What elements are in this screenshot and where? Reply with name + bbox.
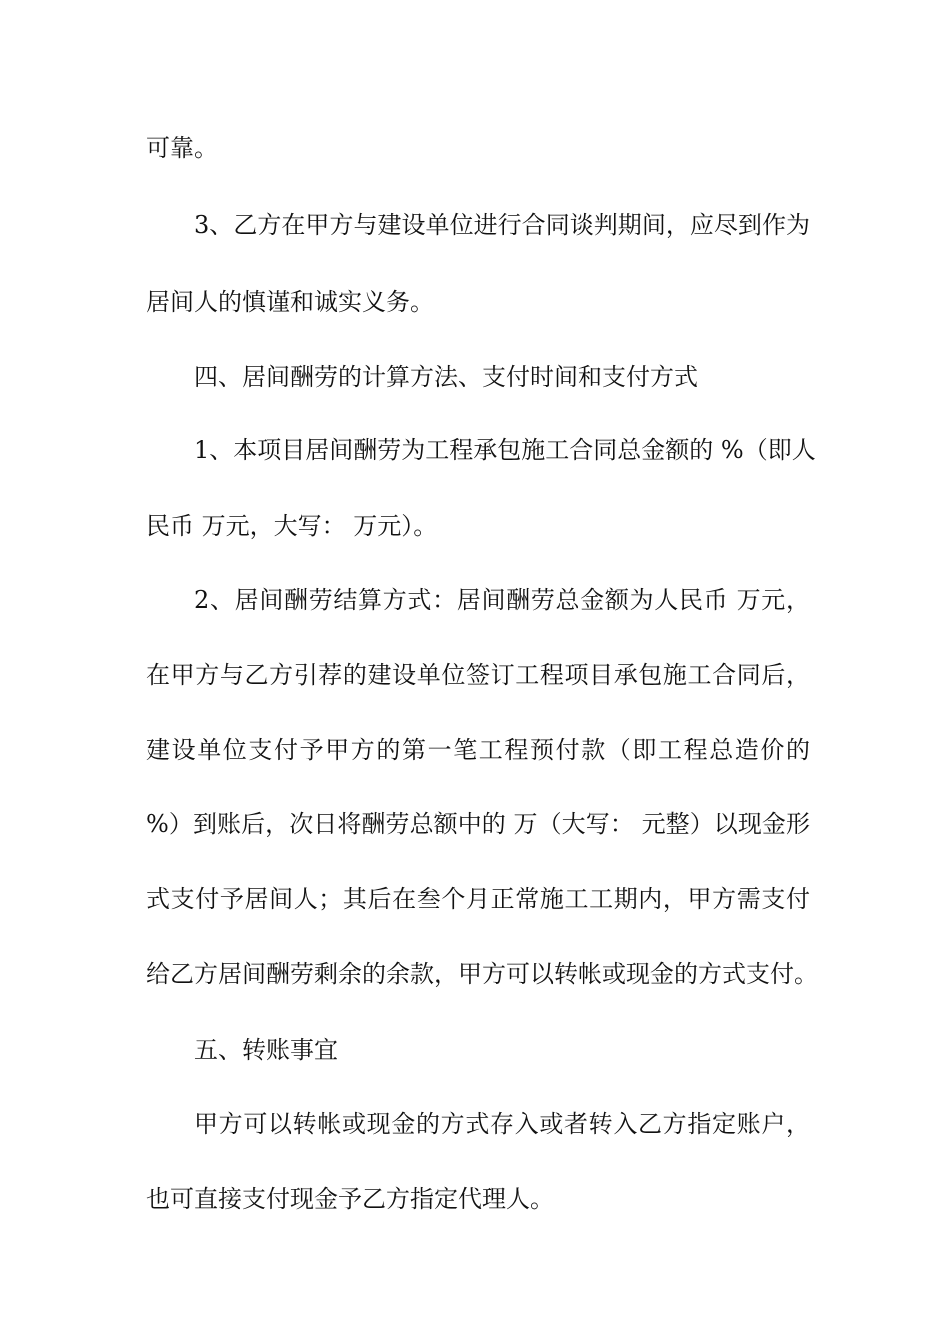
clause-4-1-line-1: 1、本项目居间酬劳为工程承包施工合同总金额的 %（即人 [194,436,816,464]
section-4-heading: 四、居间酬劳的计算方法、支付时间和支付方式 [194,363,698,391]
clause-3-line-1: 3、乙方在甲方与建设单位进行合同谈判期间，应尽到作为 [194,211,810,239]
clause-4-2-line-3: 建设单位支付予甲方的第一笔工程预付款（即工程总造价的 [146,736,810,764]
text-line-continuation: 可靠。 [146,134,218,162]
section-5-heading: 五、转账事宜 [194,1036,338,1064]
clause-4-1-line-2: 民币 万元，大写： 万元）。 [146,512,438,540]
clause-4-2-line-5: 式支付予居间人；其后在叁个月正常施工工期内，甲方需支付 [146,885,810,913]
section-5-line-1: 甲方可以转帐或现金的方式存入或者转入乙方指定账户， [194,1110,810,1138]
clause-4-2-line-4: %）到账后，次日将酬劳总额中的 万（大写： 元整）以现金形 [146,810,810,838]
clause-4-2-line-1: 2、居间酬劳结算方式：居间酬劳总金额为人民币 万元， [194,586,810,614]
clause-4-2-line-2: 在甲方与乙方引荐的建设单位签订工程项目承包施工合同后， [146,661,810,689]
clause-4-2-line-6: 给乙方居间酬劳剩余的余款，甲方可以转帐或现金的方式支付。 [146,960,818,988]
clause-3-line-2: 居间人的慎谨和诚实义务。 [146,288,434,316]
section-5-line-2: 也可直接支付现金予乙方指定代理人。 [146,1185,554,1213]
